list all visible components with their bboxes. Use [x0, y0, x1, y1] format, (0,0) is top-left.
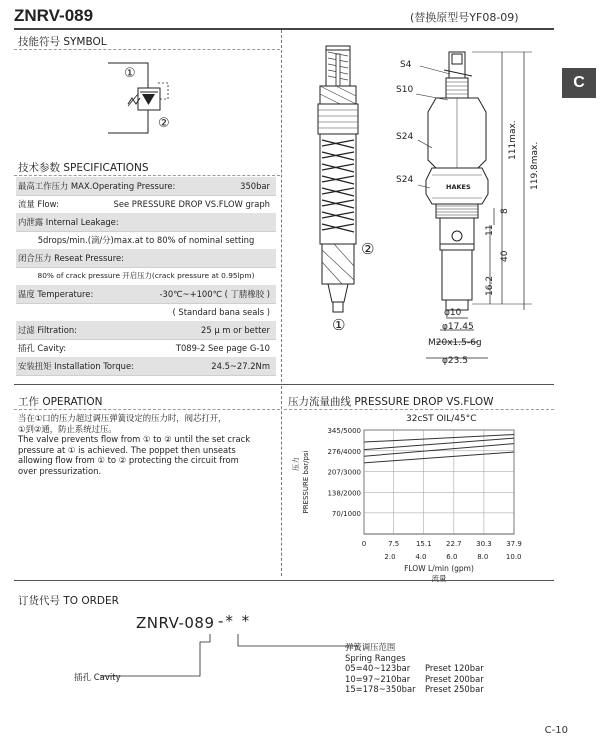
section-port-2-marker: ②	[361, 240, 375, 258]
x-axis-label-cn: 流量	[431, 574, 447, 583]
order-divider	[14, 580, 554, 581]
chart-title: 32cST OIL/45°C	[406, 414, 477, 424]
symbol-underline	[14, 49, 280, 50]
spec-row	[16, 339, 276, 358]
valve-dimension-drawing	[392, 40, 562, 380]
dim-8: 8	[500, 208, 510, 214]
order-code: ZNRV-089	[136, 614, 215, 632]
spec-row	[16, 285, 276, 304]
x-tick-label-gpm: 8.0	[477, 553, 489, 561]
y-axis-label-cn: 压力	[292, 457, 300, 471]
spring-range-code: 05=40~123bar	[345, 663, 411, 673]
section-tab: C	[562, 68, 596, 98]
x-tick-label: 7.5	[388, 540, 400, 548]
section-divider	[14, 384, 554, 385]
operation-line: ①到②通，防止系统过压。	[18, 423, 117, 434]
spring-title: Spring Ranges	[345, 652, 406, 663]
spring-range-row	[345, 674, 484, 685]
operation-line: pressure at ① is achieved. The poppet then unseats	[18, 444, 236, 455]
operation-underline	[14, 409, 280, 410]
operation-text	[18, 413, 280, 476]
hydraulic-symbol	[100, 58, 210, 138]
cavity-label: 插孔 Cavity	[74, 673, 121, 683]
spec-value: 350bar	[240, 181, 270, 191]
dim-11: 11	[485, 224, 495, 236]
symbol-port-2: ②	[158, 116, 170, 131]
spring-range-row	[345, 663, 484, 674]
spec-value: 25 μ m or better	[201, 325, 270, 335]
spec-label: 闭合压力 Reseat Pressure:	[18, 253, 124, 263]
spring-range-code: 10=97~210bar	[345, 673, 411, 684]
spec-value: 24.5~27.2Nm	[211, 361, 270, 371]
spec-row	[16, 177, 276, 196]
operation-line: The valve prevents flow from ① to ② until the set crack	[18, 434, 251, 444]
specs-underline	[14, 175, 280, 176]
spec-row	[16, 231, 276, 250]
y-tick-label: 276/4000	[327, 447, 361, 456]
symbol-port-1: ①	[124, 66, 136, 81]
spring-range-preset: Preset 120bar	[425, 663, 484, 673]
spec-row	[16, 267, 276, 286]
spec-row	[16, 213, 276, 232]
spring-range-preset: Preset 200bar	[425, 673, 484, 684]
spec-row	[16, 195, 276, 214]
spec-value: 80% of crack pressure 开启压力(crack pressure at 0.95lpm)	[37, 271, 255, 280]
dim-s10: S10	[396, 85, 414, 95]
dim-16-2: 16.2	[485, 275, 495, 296]
column-divider-lower	[281, 386, 282, 576]
spec-label: 插孔 Cavity:	[18, 343, 67, 353]
operation-line: over pressurization.	[18, 465, 102, 476]
spec-label: 最高工作压力 MAX.Operating Pressure:	[18, 181, 176, 191]
x-tick-label-gpm: 10.0	[505, 553, 522, 561]
replacement-model-note: (替换原型号YF08-09)	[410, 11, 519, 24]
valve-section-drawing	[300, 40, 380, 320]
dim-s24-upper: S24	[396, 132, 414, 142]
x-tick-label: 0	[361, 540, 367, 548]
specs-heading: 技术参数 SPECIFICATIONS	[18, 162, 149, 174]
dim-s24-lower: S24	[396, 175, 414, 185]
operation-line: allowing flow from ① to ② protecting the circuit from	[18, 455, 239, 465]
dim-phi17-45: φ17.45	[442, 322, 474, 332]
spec-row	[16, 303, 276, 322]
chart-heading: 压力流量曲线 PRESSURE DROP VS.FLOW	[288, 396, 494, 408]
y-axis-label: PRESSURE bar/psi	[302, 450, 310, 514]
page-title: ZNRV-089	[14, 6, 94, 25]
x-tick-label-gpm: 6.0	[446, 553, 458, 561]
spec-label: 温度 Temperature:	[18, 289, 94, 299]
order-heading: 订货代号 TO ORDER	[18, 595, 119, 607]
x-tick-label: 15.1	[415, 540, 432, 548]
spring-ranges-box	[345, 642, 484, 695]
y-tick-label: 345/5000	[327, 427, 361, 435]
spec-label: 安装扭矩 Installation Torque:	[18, 361, 134, 371]
spec-value: 5drops/min.(滴/分)max.at to 80% of nominal setting	[37, 235, 255, 245]
x-tick-label-gpm: 2.0	[384, 553, 396, 561]
spec-row	[16, 357, 276, 376]
order-suffix: -* *	[218, 612, 252, 630]
spec-label: 流量 Flow:	[18, 199, 59, 209]
x-tick-label-gpm: 4.0	[415, 553, 427, 561]
dim-111max: 111max.	[508, 120, 518, 160]
header-rule	[14, 28, 554, 30]
spec-label: 过滤 Filtration:	[18, 325, 77, 335]
spring-title-cn: 弹簧调压范围	[345, 642, 396, 652]
spring-range-row	[345, 684, 484, 695]
spec-value: -30℃~+100℃ ( 丁腈橡胶 )	[159, 289, 270, 299]
pressure-flow-chart	[284, 424, 554, 583]
operation-line: 当在①口的压力超过调压弹簧设定的压力时，阀芯打开，	[18, 413, 227, 423]
dim-119-8max: 119.8max.	[530, 141, 540, 190]
spec-row	[16, 321, 276, 340]
section-port-1-marker: ①	[332, 316, 346, 334]
y-tick-label: 70/1000	[331, 509, 361, 518]
chart-underline	[284, 409, 554, 410]
spec-row	[16, 249, 276, 268]
x-tick-label: 22.7	[446, 540, 462, 548]
x-tick-label: 30.3	[476, 540, 492, 548]
spring-range-code: 15=178~350bar	[345, 684, 416, 694]
x-tick-label: 37.9	[506, 540, 522, 548]
dim-s4: S4	[400, 60, 412, 70]
dim-phi23-5: φ23.5	[442, 356, 468, 366]
spring-range-preset: Preset 250bar	[425, 684, 484, 694]
symbol-heading: 技能符号 SYMBOL	[18, 36, 107, 48]
order-leader-lines	[100, 632, 360, 682]
brand-mark: HAKES	[446, 183, 471, 191]
y-tick-label: 207/3000	[327, 468, 361, 477]
spec-value: See PRESSURE DROP VS.FLOW graph	[113, 199, 270, 209]
spec-label: 内泄露 Internal Leakage:	[18, 217, 119, 227]
dim-40: 40	[500, 250, 510, 262]
x-axis-label: FLOW L/min (gpm)	[404, 564, 474, 573]
page-number: C-10	[544, 725, 568, 736]
column-divider	[281, 30, 282, 382]
dim-m20-thread: M20x1.5-6g	[428, 338, 482, 348]
dim-phi10: φ10	[444, 308, 462, 318]
operation-heading: 工作 OPERATION	[18, 396, 103, 408]
spec-value: T089-2 See page G-10	[175, 343, 270, 353]
spec-value: ( Standard bana seals )	[172, 307, 270, 317]
y-tick-label: 138/2000	[327, 489, 361, 498]
